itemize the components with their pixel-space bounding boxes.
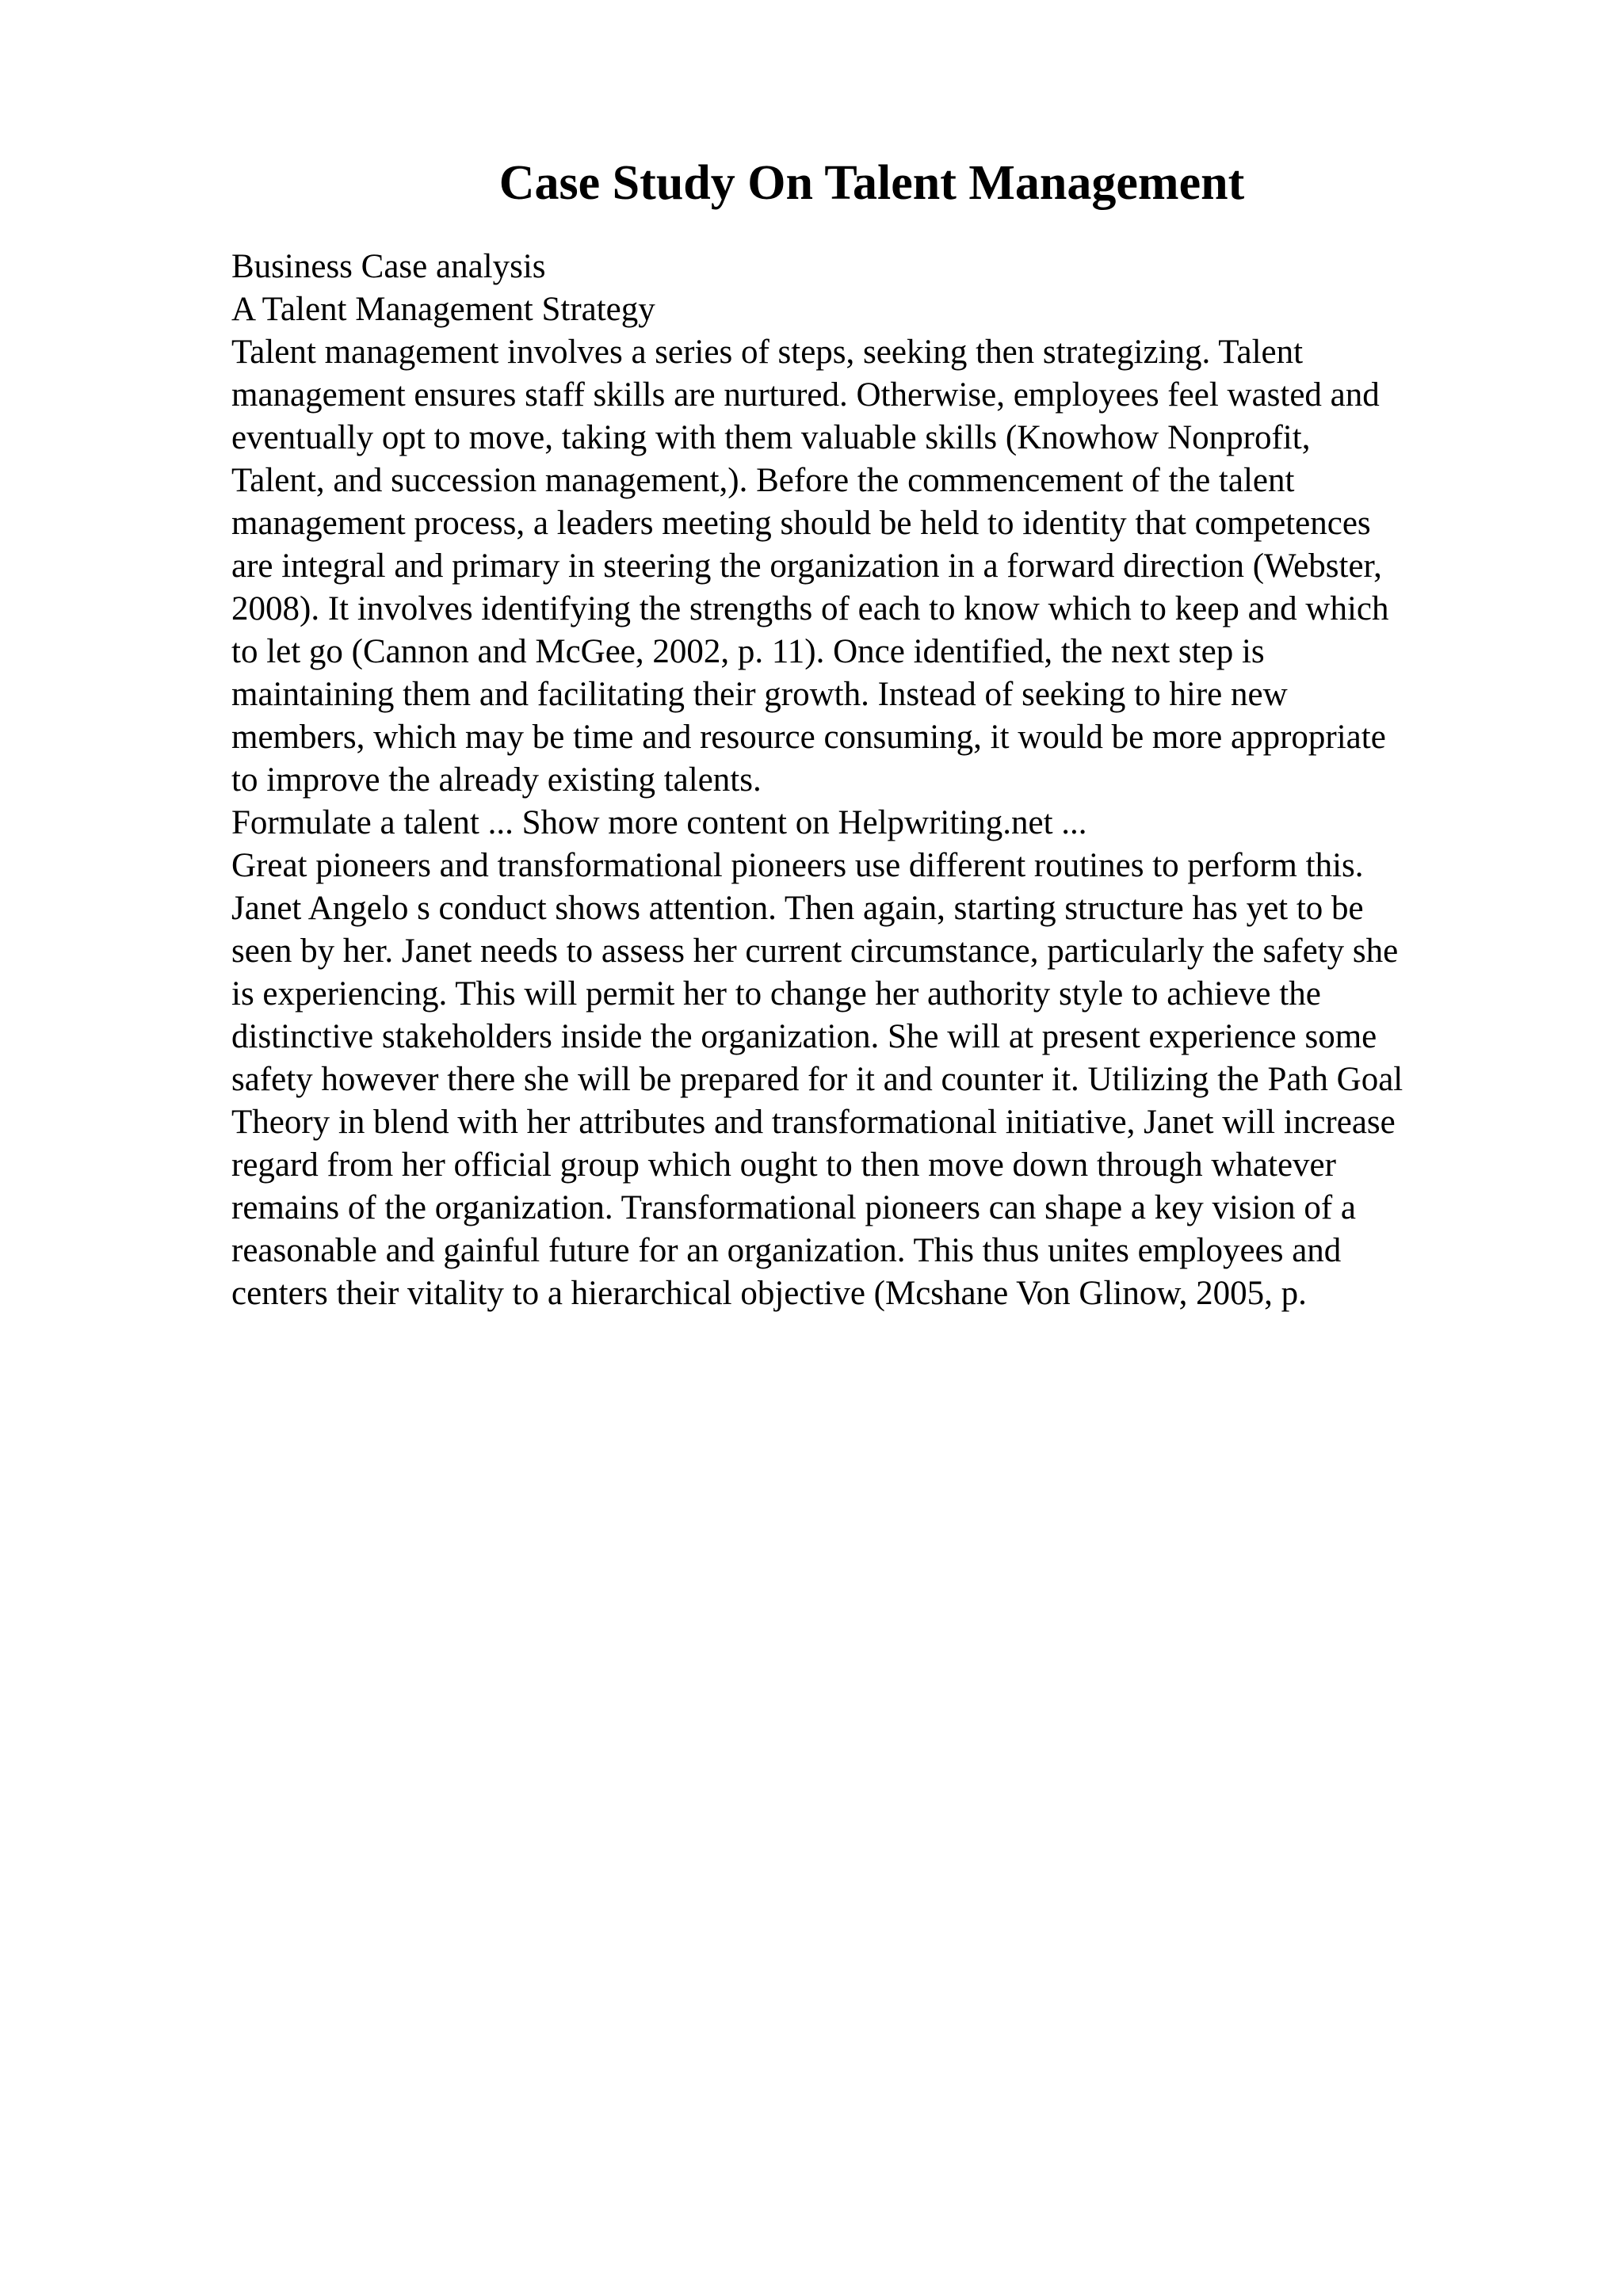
text-line: management process, a leaders meeting should be held to identity that competences [231, 505, 1371, 542]
text-line: Formulate a talent ... Show more content on Helpwriting.net ... [231, 804, 1087, 841]
text-line: centers their vitality to a hierarchical objective (Mcshane Von Glinow, 2005, p. [231, 1275, 1307, 1312]
text-line: maintaining them and facilitating their growth. Instead of seeking to hire new [231, 676, 1288, 713]
text-line: reasonable and gainful future for an organization. This thus unites employees and [231, 1232, 1342, 1269]
text-line: is experiencing. This will permit her to change her authority style to achieve the [231, 975, 1321, 1013]
text-line: distinctive stakeholders inside the organization. She will at present experience some [231, 1018, 1377, 1055]
text-line: regard from her official group which ought to then move down through whatever [231, 1146, 1336, 1184]
document-title: Case Study On Talent Management [498, 156, 1245, 210]
text-line: Janet Angelo s conduct shows attention. Then again, starting structure has yet to be [231, 890, 1364, 927]
text-line: eventually opt to move, taking with them valuable skills (Knowhow Nonprofit, [231, 419, 1311, 456]
text-line: Great pioneers and transformational pioneers use different routines to perform this. [231, 847, 1364, 884]
text-line: members, which may be time and resource consuming, it would be more appropriate [231, 719, 1386, 756]
text-line: are integral and primary in steering the organization in a forward direction (Webster, [231, 547, 1382, 585]
text-line: A Talent Management Strategy [231, 291, 655, 328]
text-line: Talent, and succession management,). Before the commencement of the talent [231, 462, 1295, 499]
text-line: safety however there she will be prepared for it and counter it. Utilizing the Path Goal [231, 1061, 1403, 1098]
text-line: Talent management involves a series of steps, seeking then strategizing. Talent [231, 334, 1304, 371]
text-line: remains of the organization. Transformational pioneers can shape a key vision of a [231, 1189, 1357, 1226]
text-line: seen by her. Janet needs to assess her current circumstance, particularly the safety she [231, 933, 1399, 970]
text-line: to improve the already existing talents. [231, 761, 762, 799]
text-line: 2008). It involves identifying the strengths of each to know which to keep and which [231, 590, 1389, 627]
text-line: Business Case analysis [231, 248, 546, 285]
text-line: management ensures staff skills are nurtured. Otherwise, employees feel wasted and [231, 376, 1380, 414]
text-line: to let go (Cannon and McGee, 2002, p. 11). Once identified, the next step is [231, 633, 1265, 670]
document-body [231, 246, 1579, 1315]
text-line: Theory in blend with her attributes and transformational initiative, Janet will increase [231, 1104, 1396, 1141]
